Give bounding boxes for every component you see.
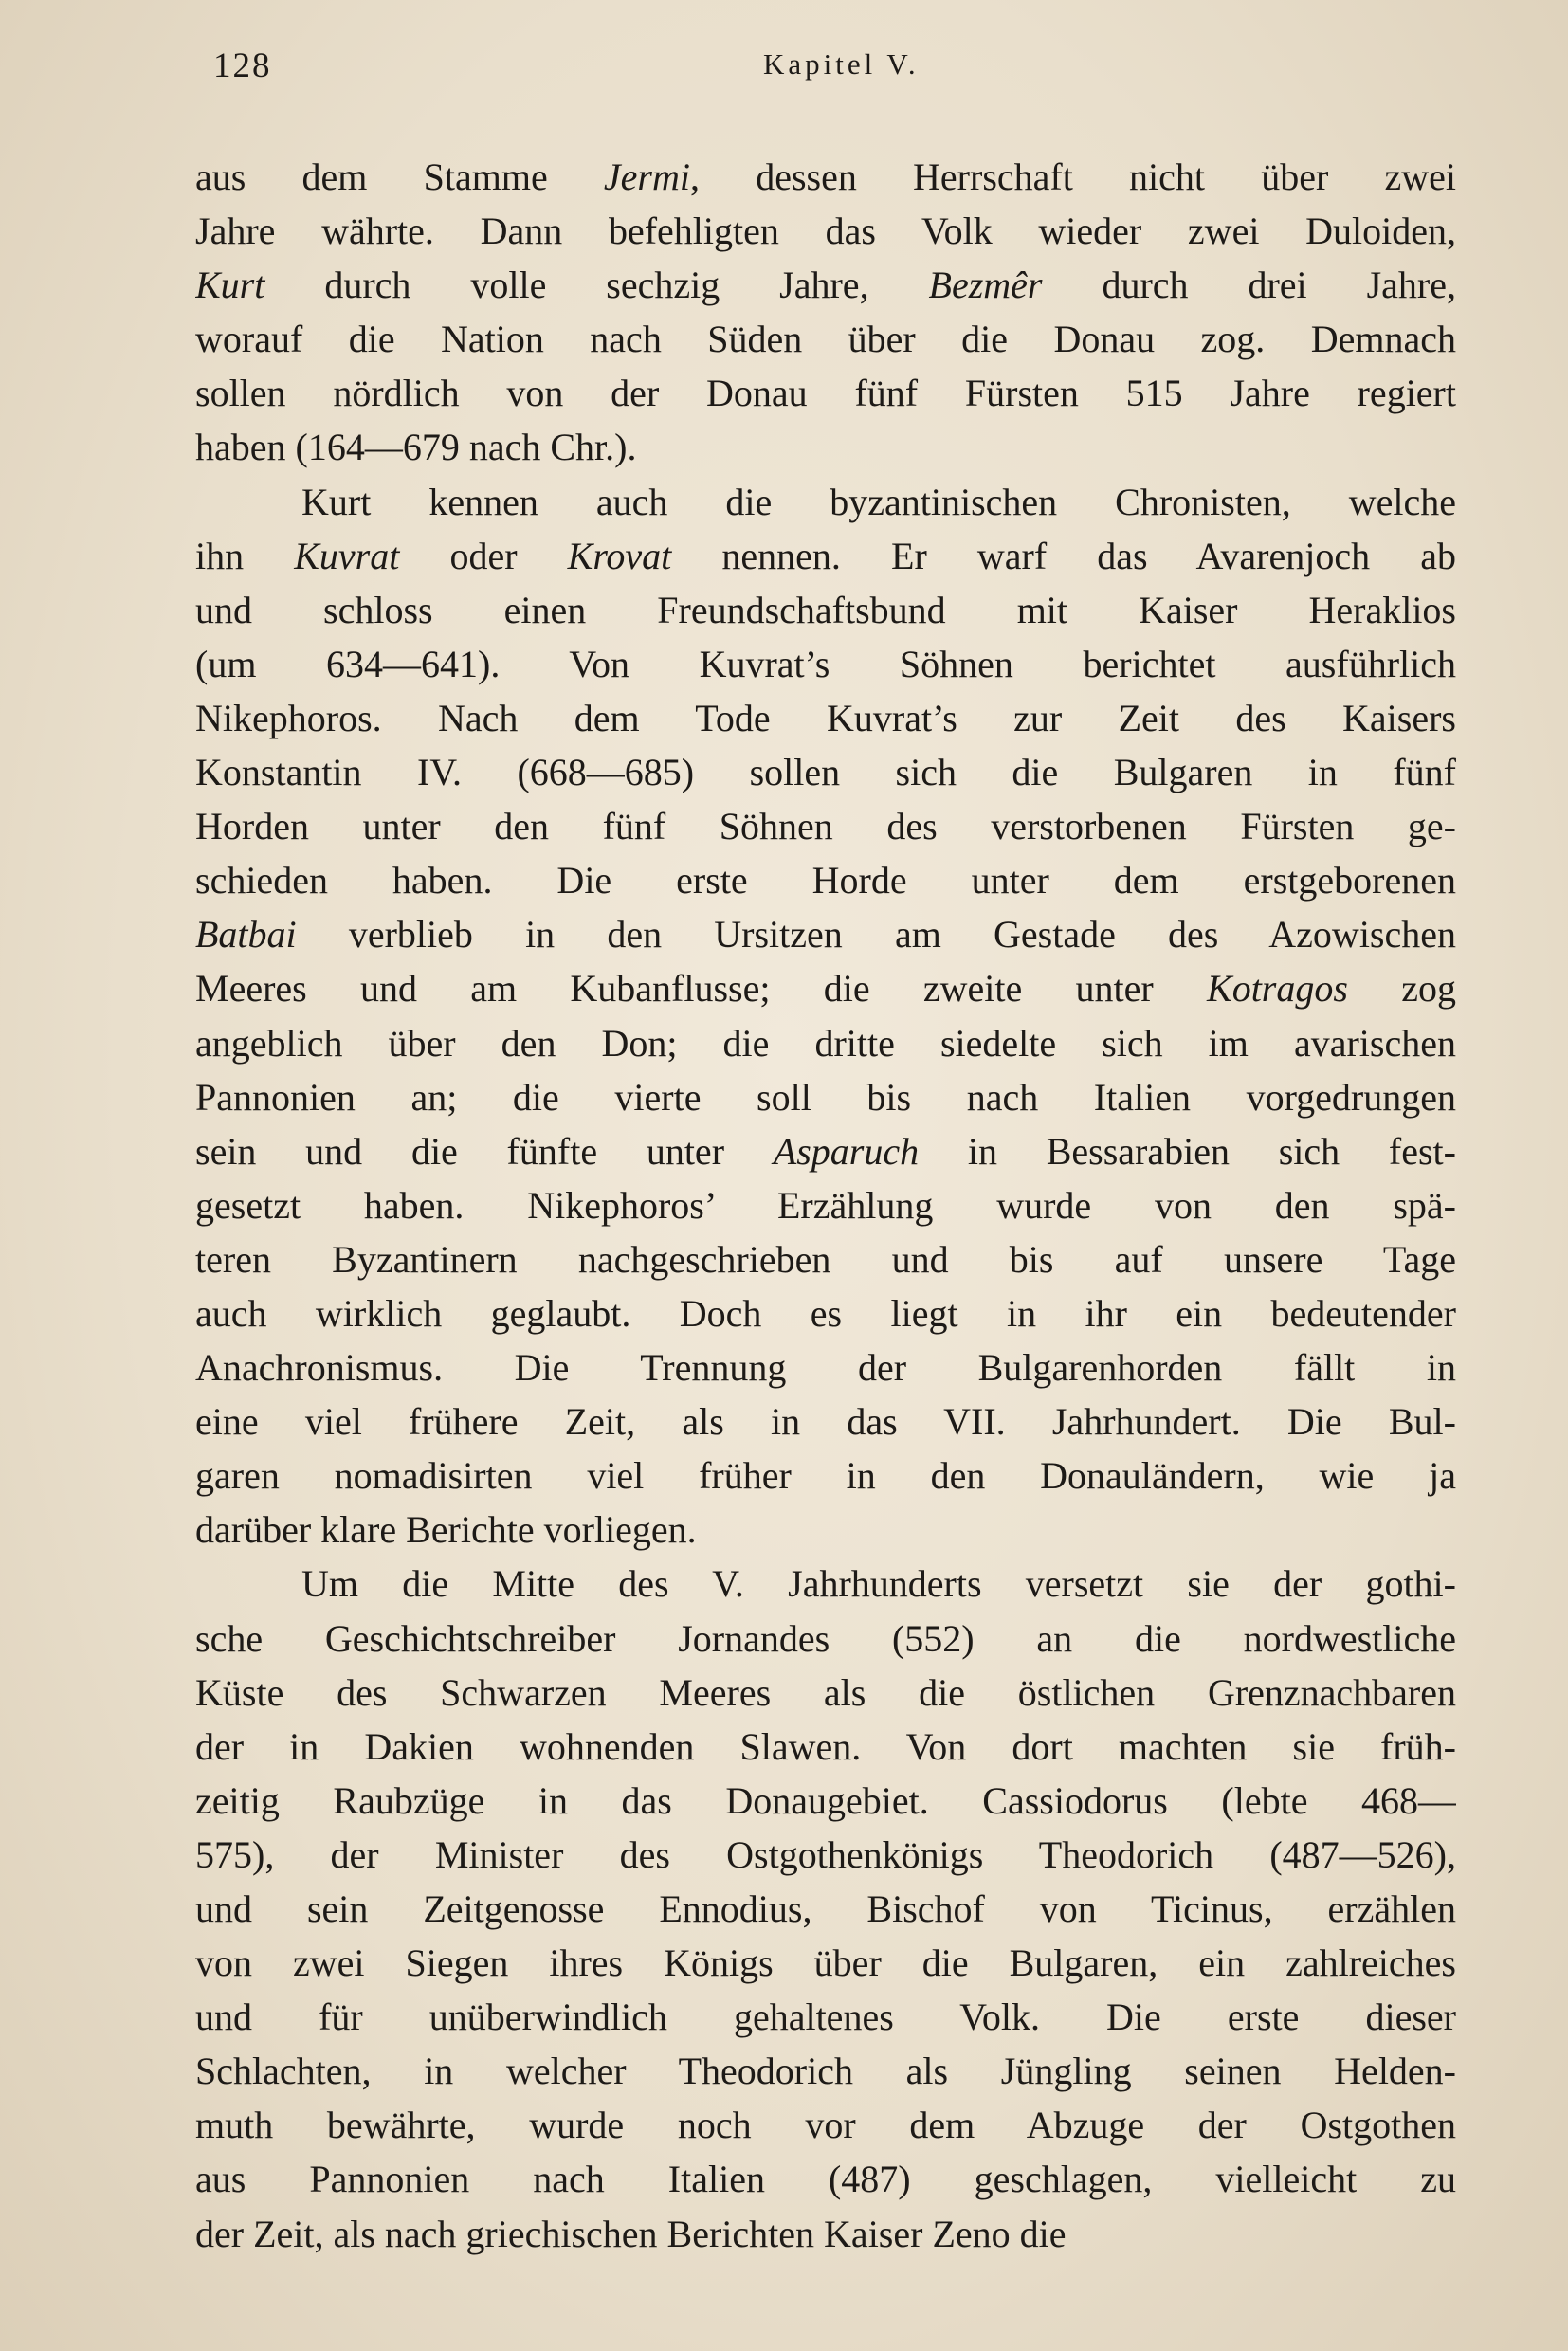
page-header xyxy=(213,46,1465,102)
text-line xyxy=(195,745,1456,799)
text-line xyxy=(195,1232,1456,1286)
italic-name: Jermi xyxy=(603,155,690,198)
text-run: ihn xyxy=(195,534,295,577)
text-run: worauf die Nation nach Süden über die Donau zog. Demnach xyxy=(195,318,1456,361)
text-line xyxy=(195,1666,1456,1720)
text-line xyxy=(195,529,1456,583)
text-run: aus Pannonien nach Italien (487) geschlagen, vielleicht zu xyxy=(195,2158,1456,2201)
italic-name: Batbai xyxy=(195,913,297,957)
page-number: 128 xyxy=(213,46,272,85)
text-line xyxy=(195,312,1456,366)
text-line xyxy=(195,1124,1456,1178)
text-run: der in Dakien wohnenden Slawen. Von dort machten sie früh- xyxy=(195,1724,1456,1768)
text-run: sollen nördlich von der Donau fünf Fürsten 515 Jahre regiert xyxy=(195,372,1456,415)
text-run: Nikephoros. Nach dem Tode Kuvrat’s zur Zeit des Kaisers xyxy=(195,696,1456,739)
text-run: muth bewährte, wurde noch vor dem Abzuge der Ostgothen xyxy=(195,2104,1456,2147)
text-run: sein und die fünfte unter xyxy=(195,1129,774,1173)
text-line xyxy=(195,1612,1456,1666)
text-line xyxy=(195,204,1456,258)
text-run: nennen. Er warf das Avarenjoch ab xyxy=(671,534,1456,577)
italic-name: Krovat xyxy=(567,534,672,577)
text-run: , dessen Herrschaft nicht über zwei xyxy=(689,155,1456,198)
text-line xyxy=(195,1016,1456,1070)
text-run: Kurt kennen auch die byzantinischen Chronisten, welche xyxy=(301,480,1456,523)
text-run: gesetzt haben. Nikephoros’ Erzählung wurde von den spä- xyxy=(195,1183,1456,1227)
italic-name: Bezmêr xyxy=(928,264,1043,307)
text-run: (um 634—641). Von Kuvrat’s Söhnen berichtet ausführlich xyxy=(195,642,1456,685)
text-run: Pannonien an; die vierte soll bis nach Italien vorgedrungen xyxy=(195,1075,1456,1119)
text-run: in Bessarabien sich fest- xyxy=(919,1129,1456,1173)
text-line xyxy=(195,1882,1456,1936)
text-line xyxy=(195,1178,1456,1232)
text-line xyxy=(195,907,1456,961)
text-line xyxy=(195,1774,1456,1828)
text-run: Meeres und am Kubanflusse; die zweite unter xyxy=(195,967,1208,1011)
italic-name: Asparuch xyxy=(773,1129,920,1173)
text-run: oder xyxy=(399,534,568,577)
italic-name: Kurt xyxy=(195,264,265,307)
text-line xyxy=(195,1557,1456,1611)
text-run: sche Geschichtschreiber Jornandes (552) an die nordwestliche xyxy=(195,1616,1456,1660)
text-line xyxy=(195,1394,1456,1449)
italic-name: Kuvrat xyxy=(294,534,400,577)
text-run: 575), der Minister des Ostgothenkönigs Theodorich (487—526), xyxy=(195,1832,1456,1876)
text-run: und sein Zeitgenosse Ennodius, Bischof von Ticinus, erzählen xyxy=(195,1887,1456,1930)
text-run: schieden haben. Die erste Horde unter dem erstgeborenen xyxy=(195,859,1456,902)
text-run: durch volle sechzig Jahre, xyxy=(264,264,929,307)
text-run: zog xyxy=(1347,967,1456,1011)
body-text xyxy=(195,150,1456,2261)
text-line xyxy=(195,1936,1456,1990)
text-line xyxy=(195,1449,1456,1503)
text-line xyxy=(195,2044,1456,2098)
text-run: eine viel frühere Zeit, als in das VII. Jahrhundert. Die Bul- xyxy=(195,1400,1456,1444)
text-run: von zwei Siegen ihres Königs über die Bulgaren, ein zahlreiches xyxy=(195,1941,1456,1985)
text-line xyxy=(195,2098,1456,2152)
text-line xyxy=(195,1720,1456,1774)
text-line xyxy=(195,961,1456,1015)
text-run: aus dem Stamme xyxy=(195,155,604,198)
text-line xyxy=(195,1990,1456,2044)
text-line xyxy=(195,1286,1456,1340)
text-line xyxy=(195,2152,1456,2206)
text-line xyxy=(195,258,1456,312)
text-run: garen nomadisirten viel früher in den Donauländern, wie ja xyxy=(195,1454,1456,1498)
text-line xyxy=(195,1340,1456,1394)
text-run: zeitig Raubzüge in das Donaugebiet. Cassiodorus (lebte 468— xyxy=(195,1778,1456,1822)
text-line xyxy=(195,691,1456,745)
text-run: Jahre währte. Dann befehligten das Volk wieder zwei Duloiden, xyxy=(195,210,1456,253)
text-line xyxy=(195,1070,1456,1124)
text-run: durch drei Jahre, xyxy=(1042,264,1456,307)
text-run: Konstantin IV. (668—685) sollen sich die Bulgaren in fünf xyxy=(195,751,1456,794)
text-line xyxy=(195,366,1456,420)
text-line xyxy=(195,853,1456,907)
text-run: Küste des Schwarzen Meeres als die östlichen Grenznachbaren xyxy=(195,1670,1456,1714)
text-line xyxy=(195,583,1456,637)
text-run: der Zeit, als nach griechischen Berichten Kaiser Zeno die xyxy=(195,2212,1067,2255)
text-run: Horden unter den fünf Söhnen des verstorbenen Fürsten ge- xyxy=(195,805,1456,848)
text-line xyxy=(195,420,1456,474)
text-run: angeblich über den Don; die dritte siedelte sich im avarischen xyxy=(195,1021,1456,1065)
text-line xyxy=(195,1503,1456,1557)
italic-name: Kotragos xyxy=(1207,967,1348,1011)
text-run: verblieb in den Ursitzen am Gestade des Azowischen xyxy=(296,913,1456,957)
text-line xyxy=(195,1828,1456,1882)
text-run: und schloss einen Freundschaftsbund mit Kaiser Heraklios xyxy=(195,588,1456,631)
text-line xyxy=(195,637,1456,691)
running-head: Kapitel V. xyxy=(763,47,920,81)
text-run: Anachronismus. Die Trennung der Bulgarenhorden fällt in xyxy=(195,1346,1456,1390)
text-line xyxy=(195,799,1456,853)
text-run: darüber klare Berichte vorliegen. xyxy=(195,1508,697,1552)
text-line xyxy=(195,150,1456,204)
text-run: Um die Mitte des V. Jahrhunderts versetzt sie der gothi- xyxy=(301,1562,1456,1606)
text-line xyxy=(195,2207,1456,2261)
text-run: auch wirklich geglaubt. Doch es liegt in ihr ein bedeutender xyxy=(195,1291,1456,1335)
text-run: haben (164—679 nach Chr.). xyxy=(195,426,637,469)
text-line xyxy=(195,475,1456,529)
text-run: Schlachten, in welcher Theodorich als Jüngling seinen Helden- xyxy=(195,2050,1456,2093)
text-run: und für unüberwindlich gehaltenes Volk. Die erste dieser xyxy=(195,1996,1456,2039)
text-run: teren Byzantinern nachgeschrieben und bis auf unsere Tage xyxy=(195,1237,1456,1281)
